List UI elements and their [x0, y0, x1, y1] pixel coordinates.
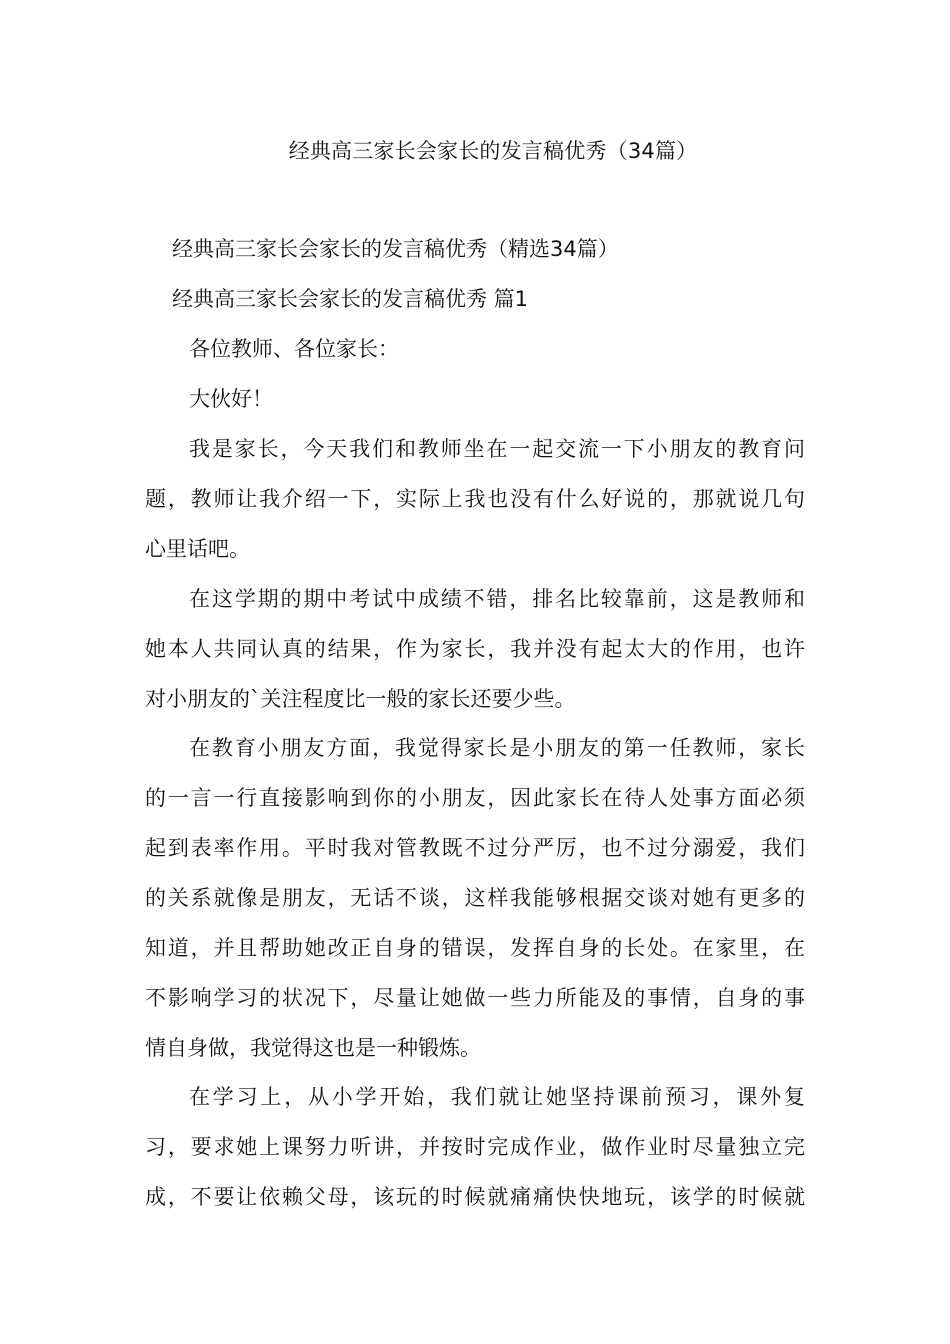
- paragraph-2: [145, 574, 805, 724]
- paragraph-1: [145, 424, 805, 574]
- paragraph-line: 在这学期的期中考试中成绩不错，排名比较靠前，这是教师和: [189, 587, 805, 611]
- paragraph-line: 心里话吧。: [145, 537, 250, 561]
- paragraph-line: 情自身做，我觉得这也是一种锻炼。: [145, 1036, 481, 1060]
- paragraph-line: 她本人共同认真的结果，作为家长，我并没有起太大的作用，也许: [145, 637, 805, 661]
- paragraph-line: 起到表率作用。平时我对管教既不过分严厉，也不过分溺爱，我们: [145, 836, 805, 860]
- paragraph-line: 我是家长，今天我们和教师坐在一起交流一下小朋友的教育问: [189, 437, 805, 461]
- document-title: 经典高三家长会家长的发言稿优秀（34篇）: [288, 139, 698, 163]
- paragraph-line: 题，教师让我介绍一下，实际上我也没有什么好说的，那就说几句: [145, 487, 805, 511]
- paragraph-4: [145, 1072, 805, 1222]
- paragraph-line: 知道，并且帮助她改正自身的错误，发挥自身的长处。在家里，在: [145, 936, 805, 960]
- paragraph-3: [145, 723, 805, 1073]
- greeting: 大伙好！: [189, 387, 273, 411]
- paragraph-line: 的关系就像是朋友，无话不谈，这样我能够根据交谈对她有更多的: [145, 886, 805, 910]
- salutation: 各位教师、各位家长：: [189, 337, 399, 361]
- paragraph-line: 成，不要让依赖父母，该玩的时候就痛痛快快地玩，该学的时候就: [145, 1185, 805, 1209]
- paragraph-line: 的一言一行直接影响到你的小朋友，因此家长在待人处事方面必须: [145, 786, 805, 810]
- paragraph-line: 对小朋友的`关注程度比一般的家长还要少些。: [145, 687, 576, 711]
- paragraph-line: 习，要求她上课努力听讲，并按时完成作业，做作业时尽量独立完: [145, 1135, 805, 1159]
- document-subtitle: 经典高三家长会家长的发言稿优秀（精选34篇）: [172, 237, 619, 261]
- article-heading: 经典高三家长会家长的发言稿优秀 篇1: [172, 287, 529, 311]
- paragraph-line: 不影响学习的状况下，尽量让她做一些力所能及的事情，自身的事: [145, 986, 805, 1010]
- paragraph-line: 在学习上，从小学开始，我们就让她坚持课前预习，课外复: [189, 1085, 805, 1109]
- paragraph-line: 在教育小朋友方面，我觉得家长是小朋友的第一任教师，家长: [189, 736, 805, 760]
